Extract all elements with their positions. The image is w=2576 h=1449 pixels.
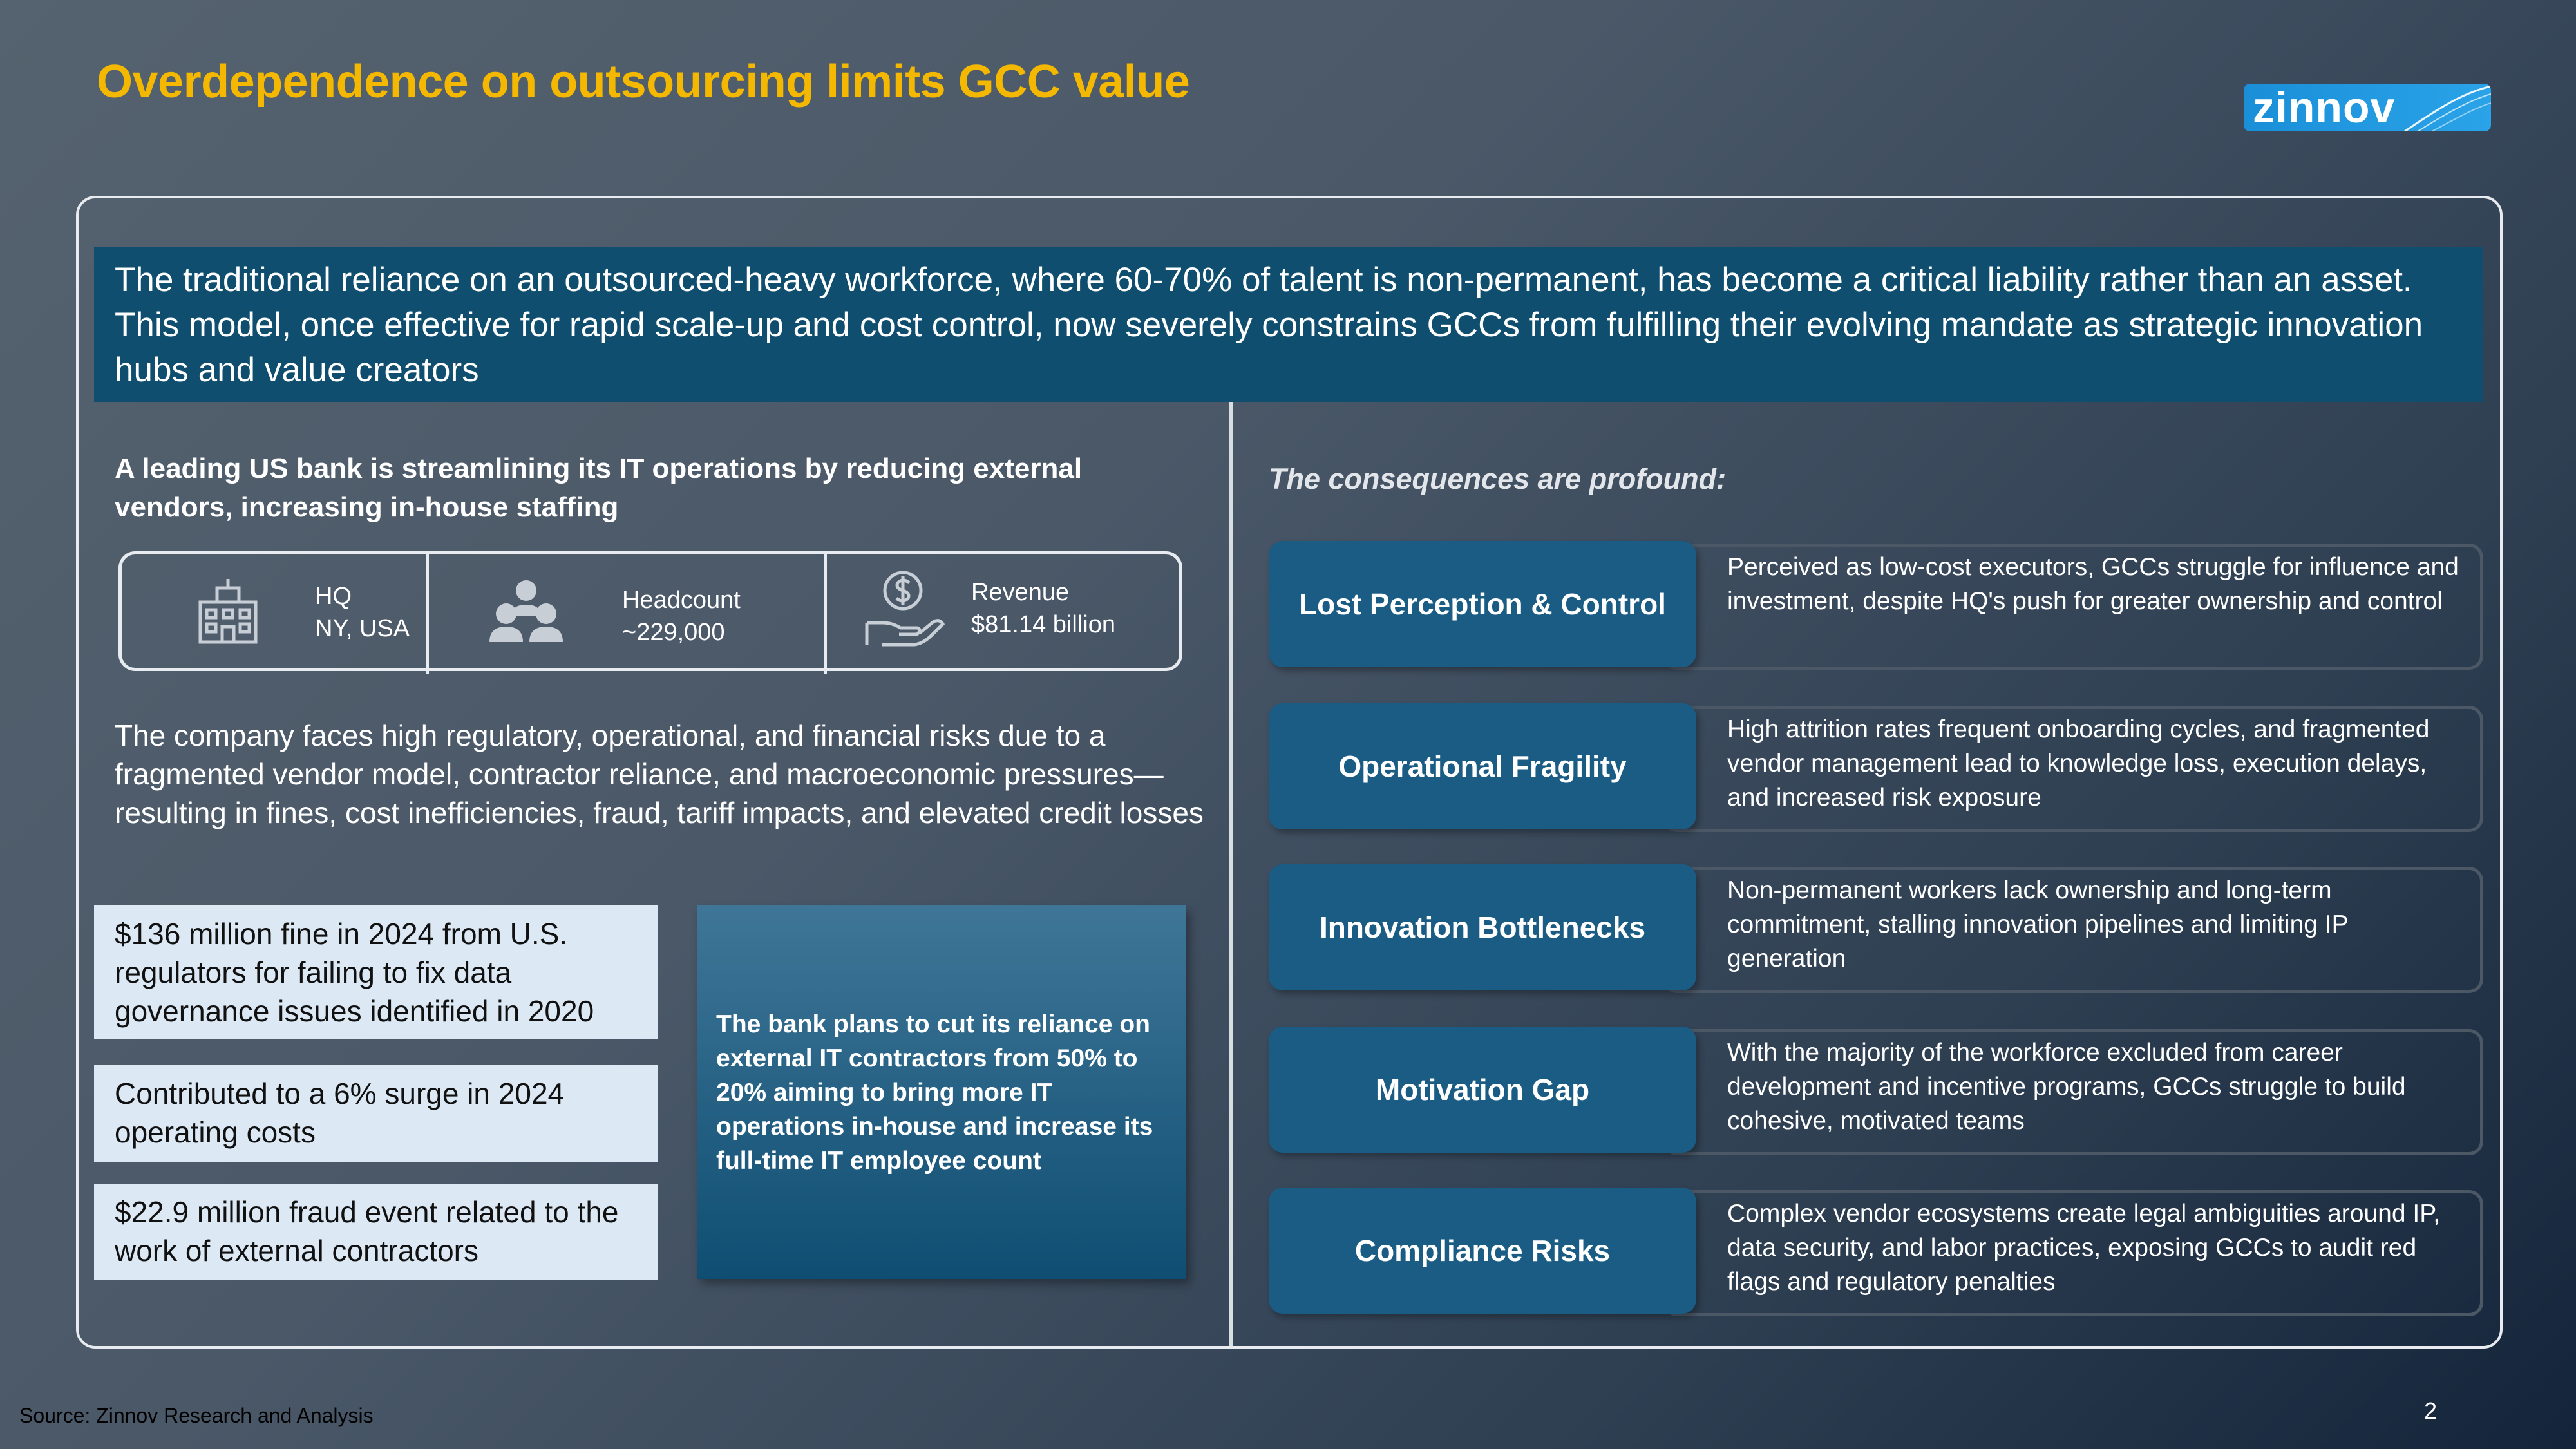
consequence-desc: With the majority of the workforce excluded from career development and incentive programs, GCCs struggle to build cohesive, motivated teams xyxy=(1727,1039,2406,1135)
consequences-heading: The consequences are profound: xyxy=(1269,462,1727,495)
consequence-label: Motivation Gap xyxy=(1269,1027,1696,1153)
hq-info xyxy=(122,554,426,674)
intro-banner: The traditional reliance on an outsourced-heavy workforce, where 60-70% of talent is non-permanent, has become a critical liability rather than an asset. This model, once effective for rapid scale-up and cost control, now severely constrains GCCs from fulfilling their evolving mandate as strategic innovation hubs and value creators xyxy=(94,247,2483,402)
source-note: Source: Zinnov Research and Analysis xyxy=(19,1404,374,1427)
consequence-desc: Non-permanent workers lack ownership and long-term commitment, stalling innovation pipelines and limiting IP generation xyxy=(1727,876,2348,972)
revenue-label: Revenue xyxy=(971,579,1070,606)
consequence-label: Innovation Bottlenecks xyxy=(1269,864,1696,990)
page-title: Overdependence on outsourcing limits GCC value xyxy=(97,56,1190,108)
fact-operating-costs: Contributed to a 6% surge in 2024 operating costs xyxy=(94,1065,658,1162)
bank-case-heading: A leading US bank is streamlining its IT operations by reducing external vendors, increasing in-house staffing xyxy=(115,453,1083,523)
column-divider xyxy=(1229,402,1233,1346)
money-hand-icon xyxy=(863,569,947,652)
people-icon xyxy=(484,576,568,647)
consequence-row xyxy=(1269,1027,2483,1155)
consequence-row xyxy=(1269,1188,2483,1316)
consequence-row xyxy=(1269,541,2483,670)
consequence-desc: Complex vendor ecosystems create legal ambiguities around IP, data security, and labor practices, exposing GCCs to audit red flags and regulatory penalties xyxy=(1727,1200,2441,1296)
hq-value: NY, USA xyxy=(315,615,410,642)
consequence-row xyxy=(1269,703,2483,832)
hq-label: HQ xyxy=(315,583,352,610)
fact-fraud-event: $22.9 million fraud event related to the work of external contractors xyxy=(94,1184,658,1280)
headcount-label: Headcount xyxy=(622,587,741,614)
consequence-label: Operational Fragility xyxy=(1269,703,1696,829)
bank-plan-callout xyxy=(697,905,1186,1279)
consequence-label: Compliance Risks xyxy=(1269,1188,1696,1314)
page-number: 2 xyxy=(2424,1397,2438,1424)
building-icon xyxy=(193,576,263,647)
logo-text: zinnov xyxy=(2253,84,2396,131)
revenue-info xyxy=(827,554,1186,674)
bank-plan-text: The bank plans to cut its reliance on external IT contractors from 50% to 20% aiming to bring more IT operations in-house and increase its full-time IT employee count xyxy=(716,1010,1153,1175)
fact-fine: $136 million fine in 2024 from U.S. regulators for failing to fix data governance issues identified in 2020 xyxy=(94,905,658,1039)
risk-summary: The company faces high regulatory, operational, and financial risks due to a fragmented vendor model, contractor reliance, and macroeconomic pressures— resulting in fines, cost inefficiencies, fraud, tariff impacts, and elevated credit losses xyxy=(115,719,1204,829)
headcount-info xyxy=(429,554,824,674)
consequence-desc: Perceived as low-cost executors, GCCs struggle for influence and investment, despite HQ's push for greater ownership and control xyxy=(1727,553,2459,615)
consequence-row xyxy=(1269,864,2483,993)
headcount-value: ~229,000 xyxy=(622,619,725,646)
consequence-label: Lost Perception & Control xyxy=(1269,541,1696,667)
revenue-value: $81.14 billion xyxy=(971,611,1115,638)
zinnov-logo xyxy=(2244,84,2491,131)
consequence-desc: High attrition rates frequent onboarding cycles, and fragmented vendor management lead to knowledge loss, execution delays, and increased risk exposure xyxy=(1727,715,2430,811)
bank-info-box xyxy=(118,551,1182,671)
